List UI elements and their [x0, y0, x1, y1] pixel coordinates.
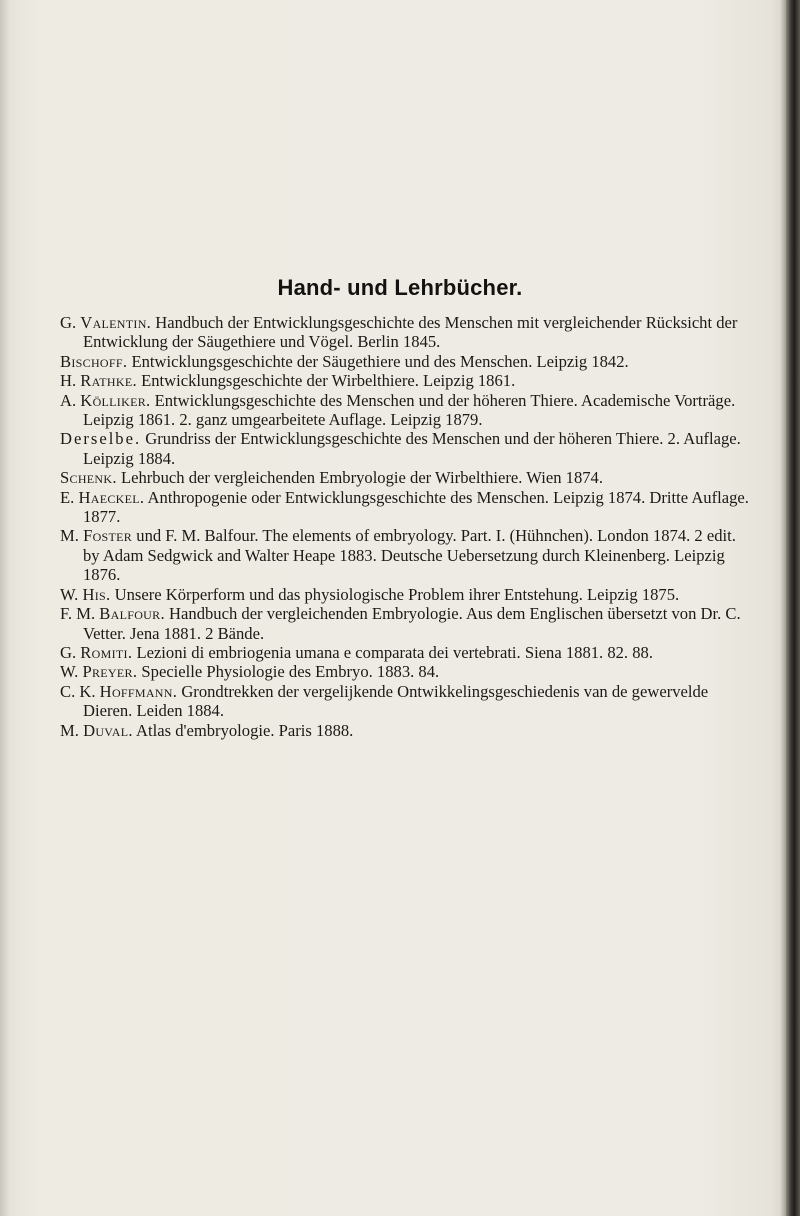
author-name: Foster	[83, 526, 133, 546]
bibliography-entry	[60, 391, 750, 430]
book-spine-edge	[786, 0, 800, 1216]
author-initials: A.	[60, 390, 77, 410]
author-initials: M.	[60, 720, 79, 740]
author-initials: E.	[60, 487, 75, 507]
entry-text: Anthropogenie oder Entwicklungsgeschichte des Menschen. Leipzig 1874. Dritte Auflage. 1877.	[83, 487, 749, 527]
author-name: Derselbe.	[60, 429, 142, 449]
author-name: Kölliker.	[80, 390, 151, 410]
author-name: Valentin.	[80, 313, 152, 332]
author-name: Schenk.	[60, 468, 117, 488]
entry-text: Unsere Körperform und das physiologische Problem ihrer Entstehung. Leipzig 1875.	[114, 584, 680, 604]
author-initials: M.	[60, 526, 79, 546]
page-left-shadow	[0, 0, 10, 1216]
bibliography-entry	[60, 604, 750, 643]
entry-text: Atlas d'embryologie. Paris 1888.	[136, 720, 354, 740]
bibliography-entry	[60, 429, 750, 468]
author-initials: C. K.	[60, 681, 96, 701]
bibliography-entry	[60, 488, 750, 527]
entry-text: Grondtrekken der vergelijkende Ontwikkelingsgeschiedenis van de gewervelde Dieren. Leiden 1884.	[83, 681, 709, 721]
entry-text: Handbuch der vergleichenden Embryologie. Aus dem Englischen übersetzt von Dr. C. Vetter. Jena 1881. 2 Bände.	[83, 604, 741, 643]
bibliography-entry	[60, 643, 750, 662]
entry-text: Entwicklungsgeschichte der Säugethiere und des Menschen. Leipzig 1842.	[131, 351, 629, 371]
bibliography-entry	[60, 313, 750, 352]
author-name: His.	[82, 584, 111, 604]
author-initials: W.	[60, 662, 79, 682]
author-name: Bischoff.	[60, 351, 128, 371]
page-heading: Hand- und Lehrbücher.	[277, 275, 523, 300]
bibliography-entry	[60, 352, 750, 371]
entry-text: Entwicklungsgeschichte des Menschen und der höheren Thiere. Academische Vorträge. Leipzig 1861. 2. ganz umgearbeitete Auflage. Leipzig 1879.	[83, 390, 736, 430]
author-initials: W.	[60, 584, 79, 604]
entry-text: Specielle Physiologie des Embryo. 1883. 84.	[141, 662, 440, 682]
bibliography-entry	[60, 371, 750, 390]
bibliography-list	[60, 313, 750, 740]
author-initials: F. M.	[60, 604, 96, 624]
entry-text: und F. M. Balfour. The elements of embryology. Part. I. (Hühnchen). London 1874. 2 edit. by Adam Sedgwick and Walter Heape 1883. Deutsche Uebersetzung durch Kleinenberg. Leipzig 1876.	[83, 526, 736, 585]
entry-text: Lehrbuch der vergleichenden Embryologie der Wirbelthiere. Wien 1874.	[120, 468, 603, 488]
bibliography-entry	[60, 662, 750, 681]
author-name: Balfour.	[99, 604, 165, 624]
author-name: Hoffmann.	[99, 681, 178, 701]
entry-text: Grundriss der Entwicklungsgeschichte des Menschen und der höheren Thiere. 2. Auflage. Leipzig 1884.	[83, 429, 741, 468]
entry-text: Lezioni di embriogenia umana e comparata dei vertebrati. Siena 1881. 82. 88.	[136, 642, 653, 662]
entry-text: Handbuch der Entwicklungsgeschichte des Menschen mit vergleichender Rücksicht der Entwicklung der Säugethiere und Vögel. Berlin 1845.	[83, 313, 738, 352]
bibliography-entry	[60, 585, 750, 604]
bibliography-entry	[60, 721, 750, 740]
entry-text: Entwicklungsgeschichte der Wirbelthiere. Leipzig 1861.	[141, 371, 516, 391]
bibliography-entry	[60, 682, 750, 721]
author-initials: G.	[60, 313, 77, 332]
bibliography-entry	[60, 468, 750, 487]
author-initials: G.	[60, 642, 77, 662]
author-name: Duval.	[83, 720, 133, 740]
author-name: Preyer.	[82, 662, 138, 682]
author-initials: H.	[60, 371, 77, 391]
bibliography-entry	[60, 526, 750, 584]
author-name: Haeckel.	[78, 487, 145, 507]
author-name: Rathke.	[80, 371, 137, 391]
author-name: Romiti.	[80, 642, 133, 662]
